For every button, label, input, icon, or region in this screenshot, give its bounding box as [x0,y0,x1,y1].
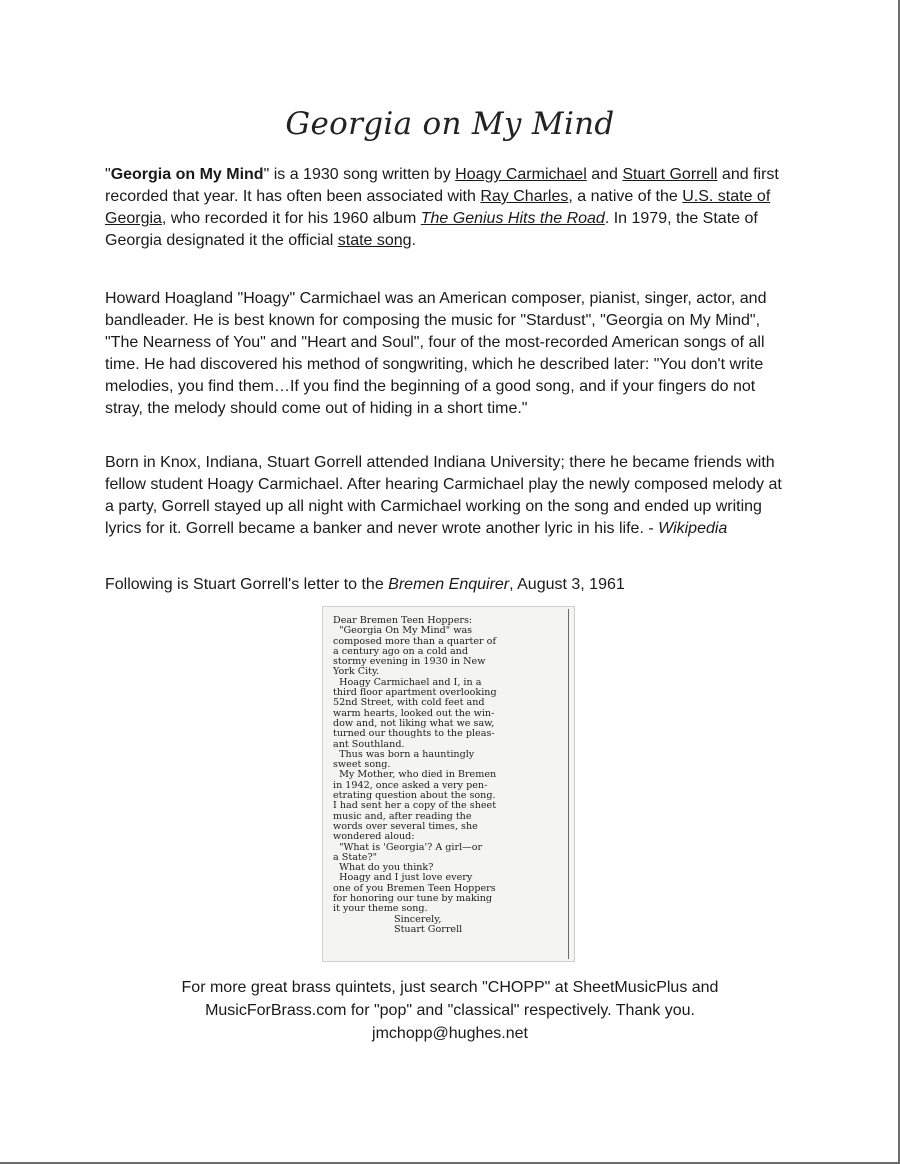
letter-intro [105,574,795,596]
clipping-line: stormy evening in 1930 in New [333,656,486,668]
intro-text: and [586,166,623,183]
letter-intro-text: Following is Stuart Gorrell's letter to the [105,576,389,593]
source-label: Wikipedia [658,520,728,537]
clipping-line: wondered aloud: [333,831,415,843]
song-title-bold: Georgia on My Mind [110,166,264,183]
clipping-line: words over several times, she [333,820,478,832]
link-hoagy-carmichael[interactable]: Hoagy Carmichael [455,166,587,183]
clipping-line: sweet song. [333,759,391,771]
clipping-line: What do you think? [333,862,434,874]
clipping-line: warm hearts, looked out the win- [333,707,495,719]
clipping-line: composed more than a quarter of [333,635,497,647]
footer-line: For more great brass quintets, just search "CHOPP" at SheetMusicPlus and [181,979,719,996]
clipping-line: etrating question about the song. [333,790,496,802]
intro-paragraph [105,164,795,252]
gorrell-text: Born in Knox, Indiana, Stuart Gorrell attended Indiana University; there he became friends with fellow student Hoagy Carmichael. After hearing Carmichael play the newly composed melody at a party, Gorrell stayed up all night with Carmichael working on the song and ended up writing lyrics for it. Gorrell became a banker and never wrote another lyric in his life. - [105,454,782,537]
clipping-line: My Mother, who died in Bremen [333,769,497,781]
clipping-line: a century ago on a cold and [333,645,468,657]
footer [0,976,900,1045]
clipping-line: ant Southland. [333,738,405,750]
letter-intro-text: , August 3, 1961 [509,576,625,593]
clipping-line: dow and, not liking what we saw, [333,717,495,729]
clipping-line: Hoagy Carmichael and I, in a [333,676,482,688]
intro-text: and first recorded that year. It has often been associated with [105,166,779,205]
clipping-line: Hoagy and I just love every [333,872,473,884]
clipping-line: for honoring our tune by making [333,893,493,905]
link-stuart-gorrell[interactable]: Stuart Gorrell [622,166,718,183]
intro-text: , who recorded it for his 1960 album [161,210,421,227]
gorrell-paragraph [105,452,795,540]
clipping-line: one of you Bremen Teen Hoppers [333,882,496,894]
footer-email: jmchopp@hughes.net [372,1025,528,1042]
clipping-line: I had sent her a copy of the sheet [333,800,497,812]
clipping-line: York City. [333,666,380,678]
clipping-line: third floor apartment overlooking [333,687,497,699]
clipping-line: in 1942, once asked a very pen- [333,779,488,791]
intro-text: " is a 1930 song written by [263,166,456,183]
clipping-line: Sincerely, [333,913,442,925]
intro-text: . [411,232,417,249]
clipping-line: "What is 'Georgia'? A girl—or [333,841,483,853]
newspaper-clipping [322,606,575,962]
link-state-song[interactable]: state song [337,232,412,249]
clipping-line: Thus was born a hauntingly [333,748,475,760]
clipping-line: music and, after reading the [333,810,472,822]
quote-mark: " [105,166,111,183]
intro-text: , a native of the [568,188,683,205]
clipping-line: it your theme song. [333,903,428,915]
newspaper-name: Bremen Enquirer [388,576,510,593]
clipping-line: a State?" [333,851,378,863]
link-ray-charles[interactable]: Ray Charles [480,188,569,205]
intro-text: . In 1979, the State of Georgia designated it the official [105,210,758,249]
link-state-of-georgia[interactable]: U.S. state of Georgia [105,188,771,227]
carmichael-paragraph: Howard Hoagland "Hoagy" Carmichael was an American composer, pianist, singer, actor, and bandleader. He is best known for composing the music for "Stardust", "Georgia on My Mind", "The Nearness of You" and "Heart and Soul", four of the most-recorded American songs of all time. He had discovered his method of songwriting, which he described later: "You don't write melodies, you find them…If you find the beginning of a good song, and if your fingers do not stray, the melody should come out of hiding in a short time." [105,290,767,417]
footer-line: MusicForBrass.com for "pop" and "classical" respectively. Thank you. [205,1002,695,1019]
clipping-line: Dear Bremen Teen Hoppers: [333,615,473,626]
clipping-column-rule [568,609,569,959]
clipping-line: "Georgia On My Mind" was [333,625,473,637]
page-title: Georgia on My Mind [285,106,615,142]
link-album[interactable]: The Genius Hits the Road [420,210,605,227]
clipping-line: turned our thoughts to the pleas- [333,728,495,740]
clipping-line: Stuart Gorrell [333,923,463,935]
clipping-line: 52nd Street, with cold feet and [333,697,485,709]
